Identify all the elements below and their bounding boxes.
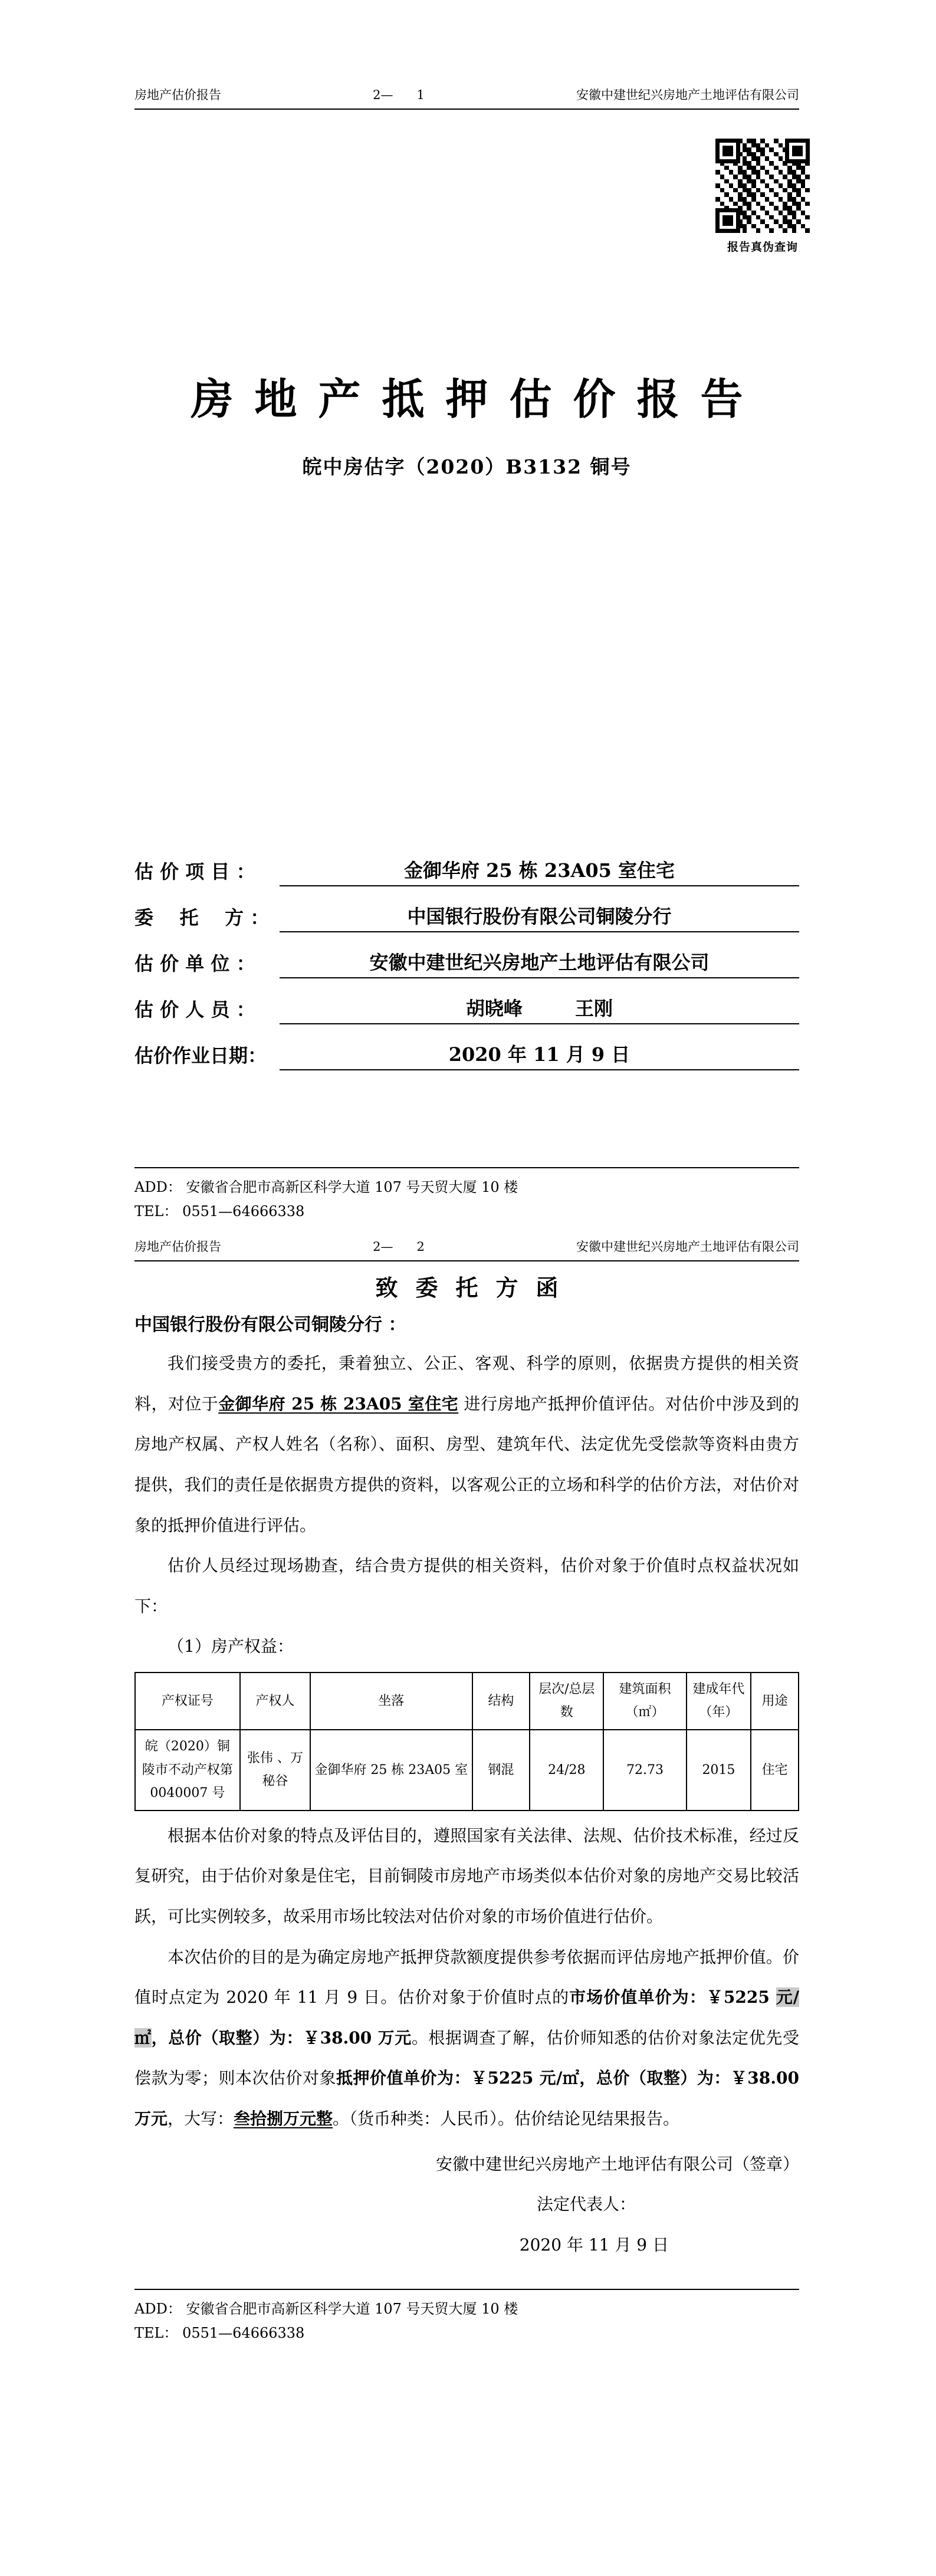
field-value: 中国银行股份有限公司铜陵分行: [280, 902, 799, 932]
field-appraisal-project: [134, 840, 799, 886]
text-segment-unit-highlight: 元/㎡: [134, 1987, 799, 2048]
text-segment-unit-price: 市场价值单价为：￥5225: [569, 1987, 776, 2007]
footer-phone: TEL： 0551—64666338: [134, 2325, 305, 2342]
header-rule: [134, 1260, 799, 1261]
field-value: 2020 年 11 月 9 日: [280, 1040, 799, 1070]
table-header-cell: 层次/总层数: [530, 1673, 603, 1730]
page-2-letter: [0, 1230, 936, 2576]
signature-company: 安徽中建世纪兴房地产土地评估有限公司（签章）: [435, 2154, 799, 2174]
text-segment: 。（货币种类：人民币）。估价结论见结果报告。: [333, 2109, 680, 2129]
field-label: 委 托 方 ：: [134, 906, 270, 929]
field-label: 估价作业日期：: [134, 1044, 267, 1067]
page-footer: [134, 1167, 799, 1230]
header-rule: [134, 109, 799, 110]
letter-title: 致委托方函: [375, 1274, 576, 1302]
field-value: 胡晓峰 王刚: [280, 994, 799, 1024]
page-header: [134, 1230, 799, 1254]
text-segment-property: 金御华府 25 栋 23A05 室住宅: [218, 1394, 459, 1414]
page-1-cover: [0, 0, 936, 1230]
qr-finder-icon: [715, 139, 740, 163]
footer-address: ADD： 安徽省合肥市高新区科学大道 107 号天贸大厦 10 楼: [134, 1179, 518, 1196]
table-cell-year: 2015: [687, 1730, 751, 1811]
text-segment-amount-words: 叁拾捌万元整: [234, 2109, 333, 2129]
signature-legal-rep: 法定代表人：: [536, 2194, 636, 2214]
table-header-cell: 产权人: [240, 1673, 310, 1730]
field-value: 金御华府 25 栋 23A05 室住宅: [280, 856, 799, 886]
table-cell-owner: 张伟 、万秘谷: [240, 1730, 310, 1811]
table-header-cell: 产权证号: [135, 1673, 240, 1730]
table-header-cell: 坐落: [310, 1673, 472, 1730]
report-title: 房地产抵押估价报告: [191, 374, 764, 425]
table-header-cell: 结构: [472, 1673, 530, 1730]
footer-rule: [134, 1167, 799, 1168]
qr-caption: 报告真伪查询: [727, 241, 798, 254]
text-segment: 我们接受贵方的委托，秉着独立、公正、客观、科学的原则，依据贵方提供的相关资料，对位于: [134, 1353, 799, 1414]
table-header-cell: 用途: [751, 1673, 799, 1730]
field-value: 安徽中建世纪兴房地产土地评估有限公司: [280, 948, 799, 978]
cover-fields: [134, 840, 799, 1070]
table-header-cell: 建成年代（年）: [687, 1673, 751, 1730]
letter-salutation: 中国银行股份有限公司铜陵分行 ：: [134, 1314, 406, 1335]
letter-body: [134, 1343, 799, 2139]
table-row: [135, 1730, 799, 1811]
paragraph-valuation-result: [134, 1937, 799, 2140]
field-client: [134, 886, 799, 932]
table-cell-floor: 24/28: [530, 1730, 603, 1811]
table-header-cell: 建筑面积（㎡）: [603, 1673, 687, 1730]
field-appraisers: [134, 978, 799, 1024]
table-header-row: [135, 1673, 799, 1730]
page-header: [134, 0, 799, 103]
text-segment: 本次估价的目的是为确定房地产抵押贷款额度提供参考依据而评估房地产抵押价值。价值时点定为 2020 年 11 月 9 日。估价对象于价值时点的: [134, 1947, 799, 2007]
field-label: 估 价 人 员 ：: [134, 998, 255, 1021]
footer-phone: TEL： 0551—64666338: [134, 1203, 305, 1220]
table-cell-use: 住宅: [751, 1730, 799, 1811]
property-rights-table: [134, 1672, 799, 1811]
signature-date: 2020 年 11 月 9 日: [519, 2235, 669, 2255]
field-appraisal-date: [134, 1024, 799, 1070]
qr-finder-icon: [785, 139, 810, 163]
field-label: 估 价 项 目 ：: [134, 860, 255, 883]
qr-verification-block: [715, 139, 810, 254]
paragraph-engagement: [134, 1343, 799, 1546]
field-label: 估 价 单 位 ：: [134, 952, 255, 975]
text-segment-mortgage-value: 抵押价值单价为：￥5225 元/㎡，总价（取整）为：￥38.00 万元: [134, 2068, 799, 2129]
table-cell-deed-number: 皖（2020）铜陵市不动产权第0040007 号: [135, 1730, 240, 1811]
qr-finder-icon: [715, 208, 740, 233]
header-doc-name: 房地产估价报告: [134, 1240, 221, 1254]
table-cell-structure: 钢混: [472, 1730, 530, 1811]
text-segment: ，大写：: [168, 2109, 234, 2129]
page-footer: [134, 2289, 799, 2345]
text-segment: 进行房地产抵押价值评估。对估价中涉及到的房地产权属、产权人姓名（名称）、面积、房型、建筑年代、法定优先受偿款等资料由贵方提供，我们的责任是依据贵方提供的资料，以客观公正的立场和科学的估价方法，对估价对象的抵押价值进行评估。: [134, 1394, 799, 1535]
header-page-number: 2— 2: [373, 1240, 425, 1254]
table-cell-area: 72.73: [603, 1730, 687, 1811]
paragraph-rights-label: （1）房产权益：: [168, 1637, 294, 1657]
signature-block: [134, 2144, 799, 2266]
header-doc-name: 房地产估价报告: [134, 88, 221, 102]
text-segment: 。根据调查了解，估价师知悉的估价对象法定优先受偿款为零；则本次估价对象: [134, 2028, 799, 2088]
text-segment-total-price: ，总价（取整）为：￥38.00 万元: [151, 2028, 412, 2048]
qr-code: [715, 139, 810, 233]
paragraph-inspection: 估价人员经过现场勘查，结合贵方提供的相关资料，估价对象于价值时点权益状况如下：: [134, 1556, 799, 1616]
header-company-name: 安徽中建世纪兴房地产土地评估有限公司: [576, 88, 799, 102]
footer-address: ADD： 安徽省合肥市高新区科学大道 107 号天贸大厦 10 楼: [134, 2301, 518, 2318]
header-company-name: 安徽中建世纪兴房地产土地评估有限公司: [576, 1240, 799, 1254]
field-appraisal-agency: [134, 932, 799, 978]
header-page-number: 2— 1: [373, 88, 425, 102]
footer-rule: [134, 2289, 799, 2290]
paragraph-method: 根据本估价对象的特点及评估目的，遵照国家有关法律、法规、估价技术标准，经过反复研究，由于估价对象是住宅，目前铜陵市房地产市场类似本估价对象的房地产交易比较活跃，可比实例较多，故采用市场比较法对估价对象的市场价值进行估价。: [134, 1825, 799, 1927]
report-number: 皖中房估字（2020）B3132 铜号: [302, 455, 632, 479]
table-cell-location: 金御华府 25 栋 23A05 室: [310, 1730, 472, 1811]
